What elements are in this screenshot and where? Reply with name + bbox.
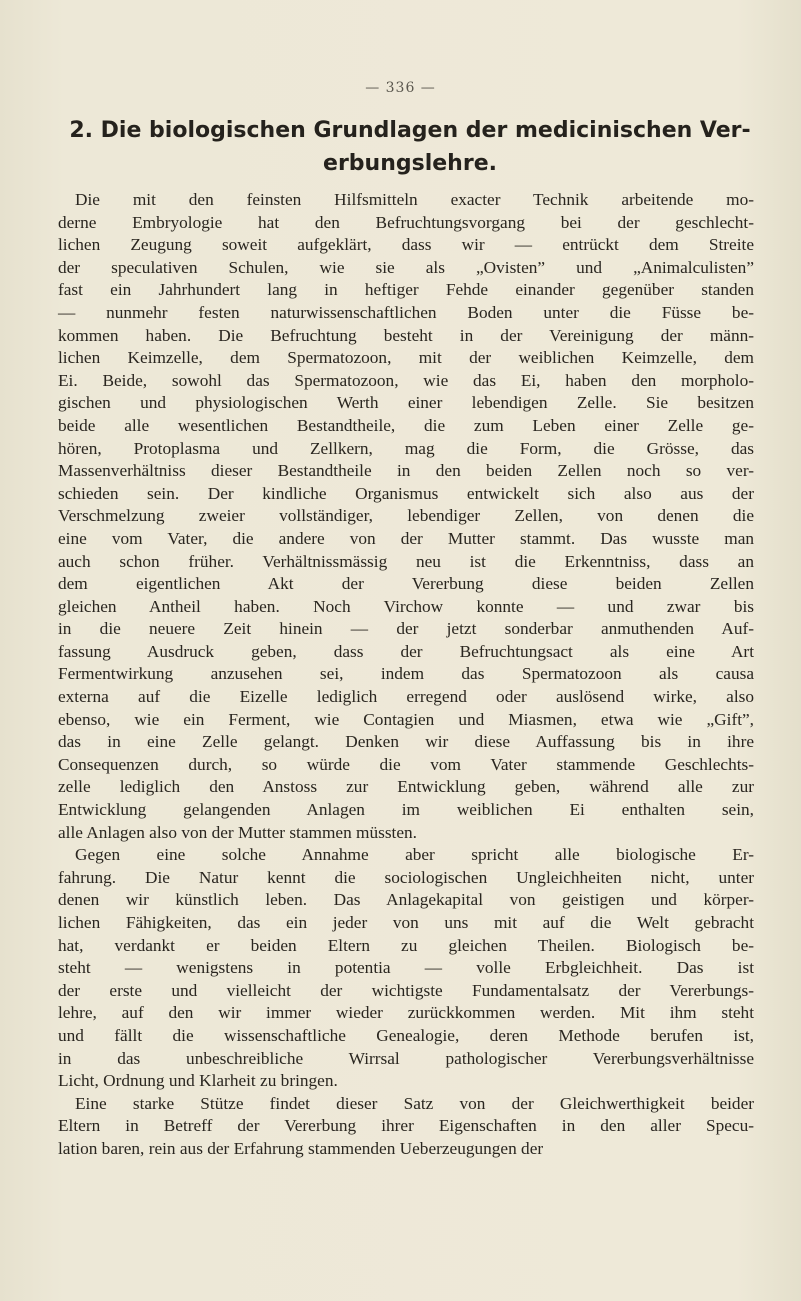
text-line: Entwicklung gelangenden Anlagen im weiblichen Ei enthalten sein, — [58, 800, 754, 820]
text-line: schieden sein. Der kindliche Organismus entwickelt sich also aus der — [58, 483, 754, 503]
text-line: lation baren, rein aus der Erfahrung stammenden Ueberzeugungen der — [58, 1138, 544, 1158]
text-line: in die neuere Zeit hinein — der jetzt sonderbar anmuthenden Auf- — [58, 619, 754, 639]
text-line: fahrung. Die Natur kennt die sociologischen Ungleichheiten nicht, unter — [58, 867, 754, 887]
text-line: Verschmelzung zweier vollständiger, lebendiger Zellen, von denen die — [58, 506, 754, 526]
text-line: lichen Fähigkeiten, das ein jeder von uns mit auf die Welt gebracht — [58, 913, 754, 932]
text-line: alle Anlagen also von der Mutter stammen müssten. — [58, 822, 417, 842]
text-line: lichen Zeugung soweit aufgeklärt, dass wir — entrückt dem Streite — [58, 235, 754, 255]
section-title — [60, 114, 760, 180]
text-line: in das unbeschreibliche Wirrsal pathologischer Vererbungsverhältnisse — [58, 1048, 754, 1068]
text-line: lehre, auf den wir immer wieder zurückkommen werden. Mit ihm steht — [58, 1003, 754, 1023]
text-line: Consequenzen durch, so würde die vom Vater stammende Geschlechts- — [58, 754, 754, 774]
text-line: hören, Protoplasma und Zellkern, mag die Form, die Grösse, das — [58, 438, 754, 458]
text-line: — nunmehr festen naturwissenschaftlichen Boden unter die Füsse be- — [58, 302, 754, 322]
text-line: Gegen eine solche Annahme aber spricht alle biologische Er- — [75, 845, 754, 865]
text-line: und fällt die wissenschaftliche Genealogie, deren Methode berufen ist, — [58, 1025, 754, 1045]
text-line: eine vom Vater, die andere von der Mutter stammt. Das wusste man — [58, 528, 754, 548]
text-line: Ei. Beide, sowohl das Spermatozoon, wie das Ei, haben den morpholo- — [58, 370, 754, 390]
text-line: lichen Keimzelle, dem Spermatozoon, mit der weiblichen Keimzelle, dem — [58, 348, 754, 368]
text-line: der erste und vielleicht der wichtigste Fundamentalsatz der Vererbungs- — [58, 980, 754, 1000]
text-line: fast ein Jahrhundert lang in heftiger Fehde einander gegenüber standen — [58, 280, 754, 300]
text-line: dem eigentlichen Akt der Vererbung diese beiden Zellen — [58, 574, 754, 594]
text-line: ebenso, wie ein Ferment, wie Contagien und Miasmen, etwa wie „Gift”, — [58, 709, 754, 729]
text-line: denen wir künstlich leben. Das Anlagekapital von geistigen und körper- — [58, 890, 754, 910]
text-line: fassung Ausdruck geben, dass der Befruchtungsact als eine Art — [58, 641, 754, 661]
text-line: Licht, Ordnung und Klarheit zu bringen. — [58, 1071, 338, 1091]
body-text — [58, 189, 754, 1161]
text-line: hat, verdankt er beiden Eltern zu gleichen Theilen. Biologisch be- — [58, 935, 754, 955]
text-line: Fermentwirkung anzusehen sei, indem das Spermatozoon als causa — [58, 664, 754, 684]
text-line: Die mit den feinsten Hilfsmitteln exacter Technik arbeitende mo- — [75, 190, 754, 209]
section-title-line-1: 2. Die biologischen Grundlagen der medicinischen Ver- — [69, 118, 751, 143]
text-line: auch schon früher. Verhältnissmässig neu ist die Erkenntniss, dass an — [58, 551, 754, 571]
text-line: derne Embryologie hat den Befruchtungsvorgang bei der geschlecht- — [58, 212, 754, 232]
text-line: Massenverhältniss dieser Bestandtheile in den beiden Zellen noch so ver- — [58, 461, 754, 481]
text-line: gleichen Antheil haben. Noch Virchow konnte — und zwar bis — [58, 596, 754, 616]
text-line: der speculativen Schulen, wie sie als „Ovisten” und „Animalculisten” — [58, 257, 754, 277]
page-number: — 336 — — [365, 80, 436, 96]
section-title-line-2: erbungslehre. — [323, 151, 497, 176]
text-line: steht — wenigstens in potentia — volle Erbgleichheit. Das ist — [58, 958, 754, 978]
text-line: kommen haben. Die Befruchtung besteht in der Vereinigung der männ- — [58, 325, 754, 345]
text-line: zelle lediglich den Anstoss zur Entwicklung geben, während alle zur — [58, 777, 754, 797]
text-line: das in eine Zelle gelangt. Denken wir diese Auffassung bis in ihre — [58, 732, 754, 752]
text-line: Eine starke Stütze findet dieser Satz von der Gleichwerthigkeit beider — [75, 1093, 754, 1113]
text-line: Eltern in Betreff der Vererbung ihrer Eigenschaften in den aller Specu- — [58, 1116, 754, 1136]
text-line: beide alle wesentlichen Bestandtheile, die zum Leben einer Zelle ge- — [58, 415, 754, 435]
text-line: externa auf die Eizelle lediglich erregend oder auslösend wirke, also — [58, 687, 754, 707]
text-line: gischen und physiologischen Werth einer lebendigen Zelle. Sie besitzen — [58, 393, 754, 413]
